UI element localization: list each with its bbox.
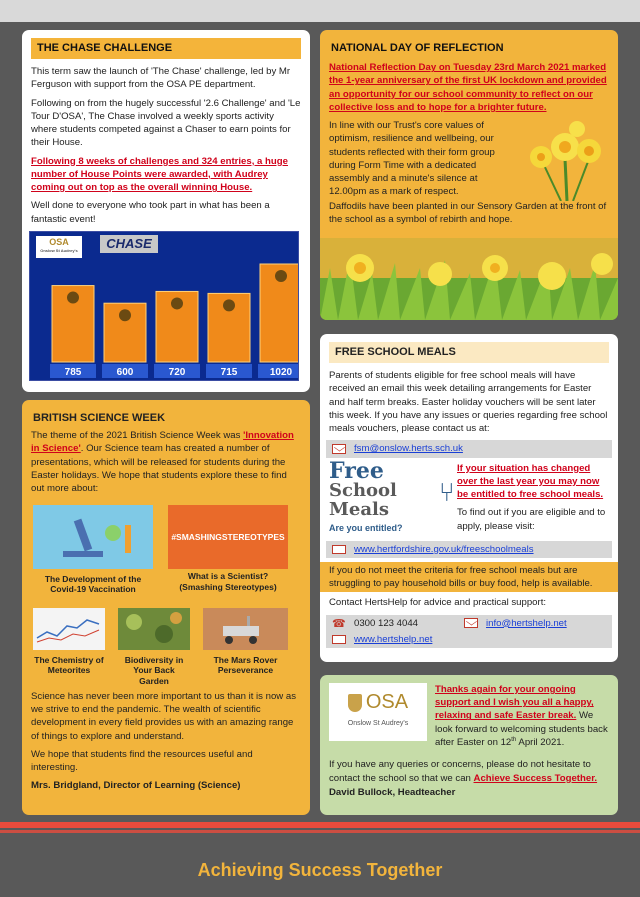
chase-title: THE CHASE CHALLENGE xyxy=(31,38,301,59)
footer-motto: Achieving Success Together xyxy=(197,860,443,880)
science-tile-mars xyxy=(203,608,288,676)
chase-p4: Well done to everyone who took part in what has been a fantastic event! xyxy=(31,200,270,225)
monitor-icon xyxy=(332,545,346,554)
fsm-logo-question: Are you entitled? xyxy=(329,522,403,533)
science-tile-biodiversity-label: Biodiversity in Your Back Garden xyxy=(124,654,184,686)
science-intro xyxy=(31,429,301,495)
science-tile-meteorites xyxy=(33,608,105,676)
osa-logo xyxy=(329,683,427,741)
monitor-icon xyxy=(332,635,346,644)
closing-return-a: We look forward to welcoming students back after Easter on 12 xyxy=(435,710,608,749)
science-tile-vaccine xyxy=(33,505,153,595)
closing-panel xyxy=(320,675,618,815)
house-badge-icon xyxy=(223,299,235,311)
daffodil-field-image xyxy=(320,238,618,320)
house-badge-icon xyxy=(67,292,79,304)
free-school-meals-logo xyxy=(329,457,439,538)
meals-struggle: If you do not meet the criteria for free school meals but are struggling to pay household bills or buy food, help is available. xyxy=(320,562,618,592)
house-badge-icon xyxy=(275,270,287,282)
reflection-title: NATIONAL DAY OF REFLECTION xyxy=(329,38,609,59)
footer-divider xyxy=(0,822,640,828)
closing-sign: David Bullock, Headteacher xyxy=(329,786,456,798)
meals-panel xyxy=(320,334,618,662)
chase-score-label: 715 xyxy=(220,367,238,378)
reflection-p3: Daffodils have been planted in our Sensory Garden at the front of the school as a symbol of rebirth and hope. xyxy=(329,200,607,225)
science-sign: Mrs. Bridgland, Director of Learning (Science) xyxy=(31,780,241,792)
science-p2: Science has never been more important to us than it is now as we strive to end the pandemic. The wealth of scientific development in every field provides us with an amazing range of things to explore and understand. xyxy=(31,691,297,742)
cutlery-icon: ⑂ xyxy=(439,476,455,507)
closing-queries xyxy=(329,758,609,784)
meals-title: FREE SCHOOL MEALS xyxy=(329,342,609,363)
hertshelp-email-link[interactable]: info@hertshelp.net xyxy=(486,617,567,629)
closing-queries-text: If you have any queries or concerns, please do not hesitate to contact the school so that we can xyxy=(329,759,591,784)
osa-crest-icon xyxy=(348,694,362,712)
meals-email-link[interactable]: fsm@onslow.herts.sch.uk xyxy=(354,443,463,455)
chase-score-label: 600 xyxy=(116,367,134,378)
meals-p1: Parents of students eligible for free school meals will have received an email this week detailing arrangements for Easter and half term breaks. Easter holiday vouchers will be sent later this week. If you have any issues or queries regarding free school meals vouchers, please contact us at: xyxy=(329,370,608,435)
house-badge-icon xyxy=(171,297,183,309)
hertshelp-row xyxy=(326,615,612,648)
top-strip xyxy=(0,0,640,22)
closing-thanks xyxy=(427,683,609,749)
mars-rover-image xyxy=(203,608,288,650)
chase-banner: CHASE xyxy=(100,235,158,253)
chase-logo-text: OSA xyxy=(49,237,69,247)
science-tile-meteorites-label: The Chemistry of Meteorites xyxy=(34,654,104,676)
house-badge-icon xyxy=(119,309,131,321)
meals-contact: Contact HertsHelp for advice and practical support: xyxy=(329,597,547,609)
smashing-stereotypes-text: #SMASHINGSTEREOTYPES xyxy=(171,532,285,542)
chase-scoreboard-image xyxy=(29,231,299,381)
footer-divider-thin xyxy=(0,830,640,833)
chase-p2: Following on from the hugely successful '2.6 Challenge' and 'Le Tour D'OSA', The Chase involved a weekly sports activity where students competed against a Chaser to earn points for their House. xyxy=(31,97,301,149)
closing-motto-link: Achieve Success Together. xyxy=(473,772,598,784)
reflection-p1: National Reflection Day on Tuesday 23rd March 2021 marked the 1-year anniversary of the first UK lockdown and provided an opportunity for our school community to reflect on our collective loss and to hope for a brighter future. xyxy=(329,62,607,113)
phone-icon: ☎ xyxy=(332,618,346,631)
science-tile-mars-label: The Mars Rover Perseverance xyxy=(213,654,278,676)
hertshelp-phone: 0300 123 4044 xyxy=(354,617,419,629)
meteorite-graph-image xyxy=(33,608,105,650)
microscope-icon xyxy=(33,505,153,569)
osa-logo-sub: Onslow St Audrey's xyxy=(347,719,409,727)
meals-url-link[interactable]: www.hertfordshire.gov.uk/freeschoolmeals xyxy=(354,543,534,555)
closing-return-b: April 2021. xyxy=(516,737,565,749)
science-tile-vaccine-label: The Development of the Covid-19 Vaccination xyxy=(44,573,142,595)
envelope-icon xyxy=(332,444,346,454)
science-title: BRITISH SCIENCE WEEK xyxy=(31,408,301,429)
fsm-logo-line2: School xyxy=(329,479,397,501)
hertshelp-url-link[interactable]: www.hertshelp.net xyxy=(354,633,433,645)
chase-score-label: 1020 xyxy=(269,367,293,378)
chase-score-label: 720 xyxy=(168,367,186,378)
science-tile-stereotypes xyxy=(168,505,288,592)
chase-logo-sub: Onslow St Audrey's xyxy=(40,248,78,253)
chase-p1: This term saw the launch of 'The Chase' challenge, led by Mr Ferguson with support from the OSA PE department. xyxy=(31,66,291,91)
meals-url-row xyxy=(326,541,612,558)
envelope-icon xyxy=(464,618,478,628)
closing-return-sup: th xyxy=(511,736,517,743)
meals-find-out: To find out if you are eligible and to apply, please visit: xyxy=(457,507,606,532)
fsm-logo-line1: Free xyxy=(329,457,384,484)
science-tile-biodiversity xyxy=(118,608,190,687)
science-theme: 'Innovation in Science' xyxy=(31,430,294,455)
osa-logo-text: OSA xyxy=(365,691,409,713)
meals-email-row xyxy=(326,440,612,457)
chase-score-label: 785 xyxy=(64,367,82,378)
reflection-p2: In line with our Trust's core values of optimism, resilience and wellbeing, our students reflected with their form group during Form Time with a dedicated assembly and a minute's silence at 12.00pm as a mark of respect. xyxy=(329,120,495,198)
closing-thanks-text: Thanks again for your ongoing support and I wish you all a happy, relaxing and safe Easter break. xyxy=(435,684,594,722)
science-bottom-text xyxy=(31,690,301,798)
chase-bars xyxy=(30,232,299,381)
science-intro-b: . Our Science team has created a number of presentations, which will be released for students during the Easter holidays. We hope that students explore these to find out more about: xyxy=(31,443,287,495)
chase-p3: Following 8 weeks of challenges and 324 entries, a huge number of House Points were awarded, with Audrey coming out on top as the overall winning House. xyxy=(31,155,288,194)
garden-image xyxy=(118,608,190,650)
fsm-logo-line3: Meals xyxy=(329,498,390,520)
science-tile-stereotypes-label: What is a Scientist? (Smashing Stereotypes) xyxy=(179,571,277,592)
meals-changed: If your situation has changed over the last year you may now be entitled to free school meals. xyxy=(457,462,604,501)
smashing-stereotypes-image xyxy=(168,505,288,569)
science-intro-a: The theme of the 2021 British Science Week was xyxy=(31,430,244,442)
daffodil-icon xyxy=(521,119,609,201)
science-p3: We hope that students find the resources useful and interesting. xyxy=(31,748,253,774)
